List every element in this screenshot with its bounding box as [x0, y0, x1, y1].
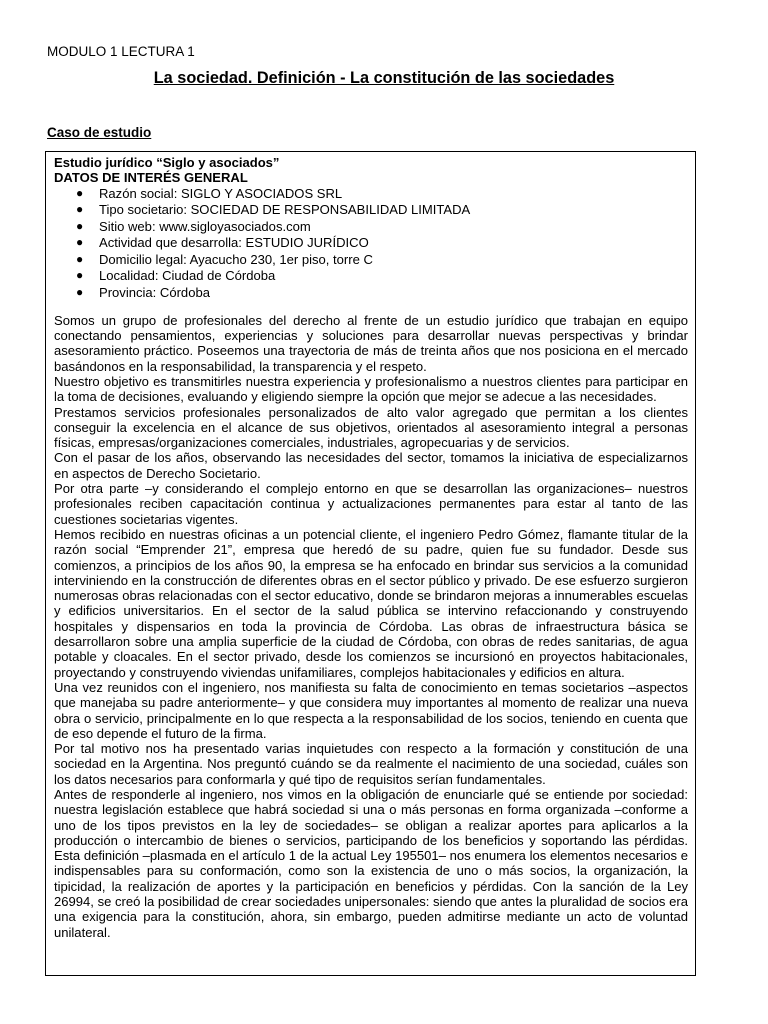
list-item-text: Sitio web: www.sigloyasociados.com — [99, 218, 311, 234]
list-item — [76, 235, 688, 250]
case-study-body — [54, 313, 688, 940]
module-label: MODULO 1 LECTURA 1 — [47, 44, 195, 59]
list-item-text: Razón social: SIGLO Y ASOCIADOS SRL — [99, 185, 343, 201]
paragraph-intro: Somos un grupo de profesionales del derecho al frente de un estudio jurídico que trabajan en equipo conectando pensamientos, experiencias y soluciones para desarrollar nuevas perspectivas y brindar asesoramiento práctico. Poseemos una trayectoria de más de treinta años que nos posiciona en el mercado basándonos en la responsabilidad, la transparencia y el respeto. — [54, 312, 688, 374]
bullet-icon: ● — [76, 235, 84, 250]
case-study-box — [45, 151, 696, 976]
list-item — [76, 252, 688, 267]
bullet-icon: ● — [76, 284, 84, 299]
bullet-icon: ● — [76, 185, 84, 200]
paragraph-definition: Antes de responderle al ingeniero, nos vimos en la obligación de enunciarle qué se entiende por sociedad: nuestra legislación establece que habrá sociedad si una o más personas en forma organizada –conforme a uno de los tipos previstos en la ley de sociedades– se obligan a realizar aportes para aplicarlos a la producción o intercambio de bienes o servicios, participando de los beneficios y soportando las pérdidas. Esta definición –plasmada en el artículo 1 de la actual Ley 195501– nos enumera los elementos necesarios e indispensables para su conformación, como son la existencia de uno o más socios, la organización, la tipicidad, la realización de aportes y la participación en beneficios y pérdidas. Con la sanción de la Ley 26994, se creó la posibilidad de crear sociedades unipersonales: siendo que antes la pluralidad de socios era una exigencia para la constitución, ahora, sin embargo, pueden admitirse mediante un acto de voluntad unilateral. — [54, 787, 688, 940]
firm-name: Estudio jurídico “Siglo y asociados” — [54, 155, 280, 170]
paragraph-services: Prestamos servicios profesionales personalizados de alto valor agregado que permitan a los clientes conseguir la excelencia en el alcance de sus objetivos, orientados al asesoramiento integral a personas físicas, empresas/organizaciones comerciales, industriales, agropecuarias y de servicios. — [54, 404, 688, 451]
paragraph-training: Por otra parte –y considerando el complejo entorno en que se desarrollan las organizaciones– nuestros profesionales reciben capacitación continua y actualizaciones permanentes para estar al tanto de las cuestiones societarias vigentes. — [54, 481, 688, 527]
document-title: La sociedad. Definición - La constitución de las sociedades — [153, 69, 615, 87]
paragraph-client: Hemos recibido en nuestras oficinas a un potencial cliente, el ingeniero Pedro Gómez, flamante titular de la razón social “Emprender 21”, empresa que heredó de su padre, quien fue su fundador. Desde sus comienzos, a principios de los años 90, la empresa se ha enfocado en brindar sus servicios a la comunidad interviniendo en la construcción de diferentes obras en el sector público y privado. De ese esfuerzo surgieron numerosas obras relacionadas con el sector educativo, donde se brindaron mejoras a innumerables escuelas y edificios universitarios. En el sector de la salud pública se intervino refaccionando y construyendo hospitales y dispensarios en toda la provincia de Córdoba. Las obras de infraestructura básica se desarrollaron sobre una amplia superficie de la ciudad de Córdoba, con obras de redes sanitarias, de agua potable y cloacales. En el sector privado, desde los comienzos se incursionó en proyectos habitacionales, proyectando y construyendo viviendas unifamiliares, complejos habitacionales y edificios en altura. — [54, 526, 688, 680]
bullet-icon: ● — [76, 202, 84, 217]
general-info-heading: DATOS DE INTERÉS GENERAL — [54, 170, 248, 186]
paragraph-objective: Nuestro objetivo es transmitirles nuestra experiencia y profesionalismo a nuestros clientes para participar en la toma de decisiones, evaluando y eligiendo siempre la opción que mejor se adecue a las necesidades. — [54, 373, 688, 405]
list-item — [76, 219, 688, 234]
list-item — [76, 186, 688, 201]
paragraph-meeting: Una vez reunidos con el ingeniero, nos manifiesta su falta de conocimiento en temas societarios –aspectos que manejaba su padre anteriormente– y que considera muy importantes al momento de realizar una nueva obra o servicio, principalmente en lo que respecta a la responsabilidad de los socios, teniendo en cuenta que de eso depende el futuro de la firma. — [54, 679, 688, 741]
list-item-text: Actividad que desarrolla: ESTUDIO JURÍDICO — [99, 235, 369, 251]
list-item-text: Tipo societario: SOCIEDAD DE RESPONSABILIDAD LIMITADA — [99, 202, 471, 218]
paragraph-questions: Por tal motivo nos ha presentado varias inquietudes con respecto a la formación y constitución de una sociedad en la Argentina. Nos preguntó cuándo se da realmente el nacimiento de una sociedad, cuáles son los datos necesarios para conformarla y qué tipo de requisitos serían fundamentales. — [54, 741, 688, 787]
general-info-list — [54, 186, 688, 300]
paragraph-specialization: Con el pasar de los años, observando las necesidades del sector, tomamos la iniciativa de especializarnos en aspectos de Derecho Societario. — [54, 450, 688, 481]
bullet-icon: ● — [76, 251, 84, 266]
list-item-text: Domicilio legal: Ayacucho 230, 1er piso, torre C — [99, 251, 373, 267]
list-item-text: Localidad: Ciudad de Córdoba — [99, 268, 276, 284]
case-study-heading: Caso de estudio — [47, 125, 152, 140]
bullet-icon: ● — [76, 218, 84, 233]
list-item — [76, 268, 688, 283]
bullet-icon: ● — [76, 268, 84, 283]
list-item — [76, 202, 688, 217]
list-item-text: Provincia: Córdoba — [99, 284, 210, 300]
list-item — [76, 285, 688, 300]
